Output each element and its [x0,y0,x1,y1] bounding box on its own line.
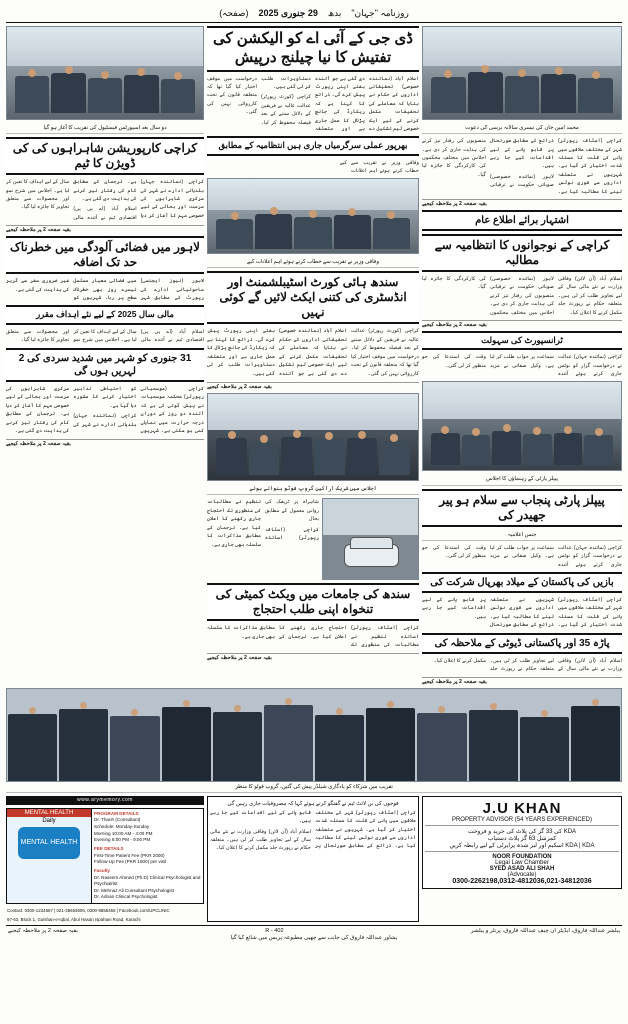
ad-url-strip[interactable]: www.arymemory.com [6,796,204,805]
headline-court: پیپلز پارٹی پنجاب سے سلام ہو پیر جھیدر کی [422,489,622,527]
photo-caption-meeting: پیپلز پارٹی کے رہنماؤں کا اجلاس [422,474,622,485]
ad-phones: 0300-2262198,0312-4812036,021-34812036 [452,877,592,885]
ad-advocate-name: SYED ASAD ALI SHAH [489,865,555,872]
continued-note-mid2: بقیہ صفحہ 2 پر ملاحظہ کیجیے [207,653,419,661]
headline-card: بازیں کی پاکستان کے میلاد بھرپال شرکت کی [422,572,622,593]
continued-note-left: بقیہ صفحہ 2 پر ملاحظہ کیجیے [6,225,204,233]
mh-faculty-1: Dr. Mehnaz Ali Consultant Psychologist [94,887,174,893]
headline-smog: لاہور میں فضائی آلودگی میں خطرناک حد تک اضافہ [6,236,204,274]
lead-headline: ڈی جی کے آئی اے کو الیکشن کی تفتیش کا نیا چیلنج درپیش [207,26,419,72]
mh-faculty-0: Dr. Naseem Ahmed (Ph.D) Clinical Psychologist and Psychiatrist [94,874,201,887]
masthead-date: 29 جنوری 2025 [258,7,318,18]
mh-address: 97-63, Block 1, Gulshan-e-Iqbal, Abul Hasan Ispahani Road, Karachi [7,917,141,923]
lawyer-meeting-body: کراچی (اسٹاف رپورٹر) شہر کے مختلف علاقوں میں پانی کی قلت کا مسئلہ شدت اختیار کر گیا ہے۔ شہریوں نے متعلقہ اداروں سے فوری نوٹس لینے کا مطالبہ کیا ہے۔ ذرائع کے مطابق صورتحال پر قابو پانے کے لیے اقدامات کیے جا رہے ہیں۔ اسلام آباد (آن لائن) وفاقی وزارت نے نئے مالی سال کے لیے تجاویز طلب کر لی ہیں۔ متعلقہ حکام نے رپورٹ جلد مکمل کرنے کا اعلان کیا۔ [210,809,416,852]
mh-fee-0: First-Time Patient Fee (PKR 2000) [94,852,165,858]
story-block-6: اسلام آباد (آن لائن) وفاقی وزارت نے نئے مالی سال کے لیے تجاویز طلب کر لی ہیں۔ متعلقہ حکام نے رپورٹ جلد مکمل کرنے کا اعلان کیا۔ [433,657,622,673]
photo-group-leaders [422,26,622,120]
photo-caption-award: وفاقی وزیر نے تقریب سے خطاب کرتے ہوئے اہم اعلانات کیے [207,257,419,268]
mh-faculty-2: Dr. Adnan Clinical Psychologist [94,894,158,900]
budget-story: اسلام آباد (اے پی پی) اقتصادی ٹیم نے آئندہ مالی سال کے لیے اہداف کا تعین کر لیا ہے۔ اجلاس میں شرح نمو اور محصولات سے متعلق تجاویز کا جائزہ لیا گیا۔ [6,328,204,343]
story-block-4: کراچی (نمائندہ جہان) عدالت نے درخواست گزار کو نوٹس جاری کرتے ہوئے آئندہ سماعت پر جواب طلب کر لیا ہے۔ وکیل صفائی نے مزید وقت کی استدعا کی جو منظور کر لی گئی۔ [422,544,622,568]
mh-item-1: Schedule: Monday-Sunday [94,823,150,829]
continued-note-left2: بقیہ صفحہ 2 پر ملاحظہ کیجیے [6,439,204,447]
story-block-1: کراچی (اسٹاف رپورٹر) شہر کے مختلف علاقوں میں پانی کی قلت کا مسئلہ شدت اختیار کر گیا ہے۔ شہریوں نے متعلقہ اداروں سے فوری نوٹس لینے کا مطالبہ کیا ہے۔ ذرائع کے مطابق صورتحال پر قابو پانے کے لیے اقدامات کیے جا رہے ہیں۔ لاہور (نمائندہ خصوصی) صوبائی حکومت نے ترقیاتی منصوبوں کی رفتار تیز کرنے کی ہدایت جاری کر دی ہے۔ اجلاس میں مختلف محکموں کی کارکردگی کا جائزہ لیا گیا۔ [422,138,622,195]
mh-badge: MENTAL HEALTH [18,827,80,859]
continued-note: بقیہ صفحہ 2 پر ملاحظہ کیجیے [422,199,622,207]
sub-headline: بھرپور عملی سرگرمیاں جاری ہیں انتظامیہ کے مطابق [207,136,419,155]
lead-story: اسلام آباد (نمائندہ خصوصی) تحقیقاتی اداروں کے حکام نے بتایا کہ معاملے کی تحقیقات مکمل کرنے کے لیے ایک خصوصی ٹیم تشکیل دے دی گئی ہے جو آئندہ ہفتے اپنی رپورٹ پیش کرے گی۔ ذرائع کا کہنا ہے کہ ریکارڈ کی جانچ پڑتال کا عمل جاری ہے اور متعلقہ دستاویزات طلب کر لی گئی ہیں۔ کراچی (کورٹ رپورٹر) عدالت عالیہ نے فریقین کے دلائل سننے کے بعد فیصلہ محفوظ کر لیا۔ درخواست میں موقف اختیار کیا گیا تھا کہ متعلقہ قانون کے تحت کارروائی نہیں کی گئی۔ [207,75,419,133]
lawyer-meeting-text: فوجوں کی بن لائٹ ٹیم نے گفتگو کرتے ہوئے کہا کہ مصروفیات جاری رہیں گی [227,800,399,807]
page-columns [6,26,622,685]
footer-printline: پشاور عبداللہ فاروق کی جانب سے چھپی مطبوعہ پریس میں شائع کیا گیا [230,935,398,942]
headline-transport: ٹرانسپورٹ کی سہولت [422,331,622,350]
photo-caption-festival: دو سال بعد اسپورٹس فیسٹیول کی تقریب کا آغاز ہو گیا [6,123,204,134]
car-story: شاہراہ پر ٹریفک کی روانی معمول کے مطابق بحال کراچی (اسٹاف رپورٹر) اساتذہ تنظیم نے مطالبات کی منظوری تک احتجاج جاری رکھنے کا اعلان کیا ہے۔ ترجمان کے مطابق مذاکرات کا سلسلہ بھی جاری ہے۔ [207,499,319,548]
smog-story: لاہور (نیوز ایجنسی) ماحولیاتی ادارے کی رپورٹ کے مطابق شہر میں فضائی معیار مسلسل تیسرے روز بھی خطرناک سطح پر رہا۔ شہریوں کو غیر ضروری سفر سے گریز کی ہدایت کی گئی ہے۔ [6,278,204,302]
ad-line-1: KDA کی 33 گز کی پلاٹ کی خرید و فروخت [467,828,577,835]
ad-jukhan [422,796,622,923]
mh-item-2: Morning 10:00 AM - 4:00 PM [94,830,153,836]
gallery-caption: تقریب میں شرکاء کو یادگاری شیلڈز پیش کی گئیں، گروپ فوٹو کا منظر [6,782,622,793]
headline-weather: 31 جنوری کو شہر میں شدید سردی کی 2 لہریں ہوں گی [6,348,204,382]
photo-caption-conference: اجلاس میں شریک اراکین گروپ فوٹو بنواتے ہوئے [207,484,419,495]
mh-item-0: Dr. Thanh (Consultant) [94,817,141,823]
ad-line-3: KDA | KDA اسکیم اور لیز شدہ پراپرٹی کے لیے رابطہ کریں [449,842,595,849]
headline-corporation: کراچی کارپوریشن شاہراہوں کی کی ڈویژن کا ٹیم [6,137,204,175]
story-block-2: اسلام آباد (آن لائن) وفاقی وزارت نے نئے مالی سال کے لیے تجاویز طلب کر لی ہیں۔ متعلقہ حکام نے رپورٹ جلد مکمل کرنے کا اعلان کیا۔ لاہور (نمائندہ خصوصی) صوبائی حکومت نے ترقیاتی منصوبوں کی رفتار تیز کرنے کی ہدایت جاری کر دی ہے۔ اجلاس میں مختلف محکموں کی کارکردگی کا جائزہ لیا گیا۔ [422,276,622,316]
masthead-day: بدھ [327,7,342,18]
mh-item-3: Evening 6:00 PM - 9:00 PM [94,837,151,843]
highcourt-story: کراچی (کورٹ رپورٹر) عدالت عالیہ نے فریقین کے دلائل سننے کے بعد فیصلہ محفوظ کر لیا۔ درخواست میں موقف اختیار کیا گیا تھا کہ متعلقہ قانون کے تحت کارروائی نہیں کی گئی۔ اسلام آباد (نمائندہ خصوصی) تحقیقاتی اداروں کے حکام نے بتایا کہ معاملے کی تحقیقات مکمل کرنے کے لیے ایک خصوصی ٹیم تشکیل دے دی گئی ہے جو آئندہ ہفتے اپنی رپورٹ پیش کرے گی۔ ذرائع کا کہنا ہے کہ ریکارڈ کی جانچ پڑتال کا عمل جاری ہے اور متعلقہ دستاویزات طلب کر لی گئی ہیں۔ [207,328,419,377]
mh-contact: Contact: 0300-1234567 | 021-35663606, 0300-9855456 | Facebook.com/UPCLINIC [7,908,170,914]
ad-advocate-title: (Advocate) [507,871,537,878]
ad-chamber: Legal Law Chamber [495,859,549,866]
weather-story: کراچی (موسمیاتی رپورٹر) محکمہ موسمیات نے پیش گوئی کی ہے کہ آئندہ دو روز کے دوران درجہ حرارت میں نمایاں کمی ہو سکتی ہے۔ شہریوں کو احتیاطی تدابیر اختیار کرنے کا مشورہ دیا گیا ہے۔ کراچی (نمائندہ جہان) بلدیاتی ادارے نے شہر کی مرکزی شاہراہوں کی مرمت اور بحالی کے لیے خصوصی مہم کا آغاز کر دیا ہے۔ ترجمان کے مطابق کام کی رفتار تیز کرنے کی ہدایت دی گئی ہے۔ [6,386,204,435]
headline-budget: مالی سال 2025 کے لیے نئے اہداف مقرر [6,305,204,324]
mh-fee-label: FEE DETAILS [94,845,124,851]
continued-note-3: بقیہ صفحہ 2 پر ملاحظہ کیجیے [422,677,622,685]
headline-money: پاڑہ 35 اور پاکستانی ڈیوٹی کے ملاحظہ کی [422,633,622,654]
mh-faculty-label: Faculty [94,867,111,873]
ad-lawyer-meeting [207,796,419,923]
ad-mental-health [6,796,204,923]
footer-page-note: بقیہ صفحہ 2 پر ملاحظہ کیجیے [8,928,78,935]
headline-ad-notice: اشتہار برائے اطلاع عام [422,210,622,231]
mh-program-label: PROGRAM DETAILS [94,810,139,816]
masthead-page-label: (صفحہ) [219,7,249,18]
masthead [6,4,622,23]
photo-meeting-table [422,381,622,471]
masthead-paper: روزنامہ "جہان" [351,7,409,18]
headline-youth: کراچی کے نوجوانوں کا انتظامیہ سے مطالبہ [422,234,622,272]
ad-line-2: کمرشل 63 گز پلاٹ دستیاب [487,835,557,842]
headline-court-sub: جنس اعلامیہ [422,530,622,541]
story-block-5: کراچی (اسٹاف رپورٹر) شہر کے مختلف علاقوں میں پانی کی قلت کا مسئلہ شدت اختیار کر گیا ہے۔ شہریوں نے متعلقہ اداروں سے فوری نوٹس لینے کا مطالبہ کیا ہے۔ ذرائع کے مطابق صورتحال پر قابو پانے کے لیے اقدامات کیے جا رہے ہیں۔ [422,596,622,629]
mh-fee-1: Follow-Up Fee (PKR 1500) per visit [94,859,167,865]
corporation-story: کراچی (نمائندہ جہان) بلدیاتی ادارے نے شہر کی مرکزی شاہراہوں کی مرمت اور بحالی کے لیے خصوصی مہم کا آغاز کر دیا ہے۔ ترجمان کے مطابق کام کی رفتار تیز کرنے کی ہدایت دی گئی ہے۔ اسلام آباد (اے پی پی) اقتصادی ٹیم نے آئندہ مالی سال کے لیے اہداف کا تعین کر لیا ہے۔ اجلاس میں شرح نمو اور محصولات سے متعلق تجاویز کا جائزہ لیا گیا۔ [6,179,204,221]
photo-festival [6,26,204,120]
mh-title: MENTAL HEALTH [7,809,91,817]
photo-award [207,178,419,254]
universities-story: کراچی (اسٹاف رپورٹر) اساتذہ تنظیم نے مطالبات کی منظوری تک احتجاج جاری رکھنے کا اعلان کیا ہے۔ ترجمان کے مطابق مذاکرات کا سلسلہ بھی جاری ہے۔ [207,625,419,649]
photo-car [322,498,419,580]
photo-gallery-wide [6,688,622,782]
car-and-text [207,498,419,580]
column-right [422,26,622,685]
column-left [6,26,204,685]
headline-universities: سندھ کی جامعات میں ویکٹ کمیٹی کی تنخواہ اپنی طلب احتجاج [207,583,419,621]
story-block-3: کراچی (نمائندہ جہان) عدالت نے درخواست گزار کو نوٹس جاری کرتے ہوئے آئندہ سماعت پر جواب طلب کر لیا ہے۔ وکیل صفائی نے مزید وقت کی استدعا کی جو منظور کر لی گئی۔ [422,354,622,378]
continued-note-2: بقیہ صفحہ 2 پر ملاحظہ کیجیے [422,320,622,328]
photo-conference [207,393,419,481]
photo-caption: محمد امین خان کی تیسری سالانہ برسی کی دعوت [422,123,622,134]
headline-highcourt: سندھ ہائی کورٹ اسٹیبلشمنٹ اور انڈسٹری کی کتنی ایکٹ لائیں گے کوئی نہیں [207,271,419,324]
footer [6,925,622,934]
ad-subtitle: PROPERTY ADVISOR (54 YEARS EXPERIENCED) [451,816,593,823]
ad-title: J.U KHAN [482,799,562,817]
column-middle [207,26,419,685]
sub-story: وفاقی وزیر نے تقریب سے خطاب کرتے ہوئے اہم اعلانات کیے [339,159,419,174]
ad-foundation: NOOR FOUNDATION [492,853,552,860]
mh-daily: Daily [42,817,56,824]
ads-row [6,796,622,923]
continued-note-mid: بقیہ صفحہ 2 پر ملاحظہ کیجیے [207,382,419,390]
footer-edition: R - 402 [265,928,284,935]
footer-publisher: پبلشر عبداللہ فاروق، ایڈیٹر ان چیف عبداللہ فاروق، پرنٹر و پبلشر [470,928,620,935]
